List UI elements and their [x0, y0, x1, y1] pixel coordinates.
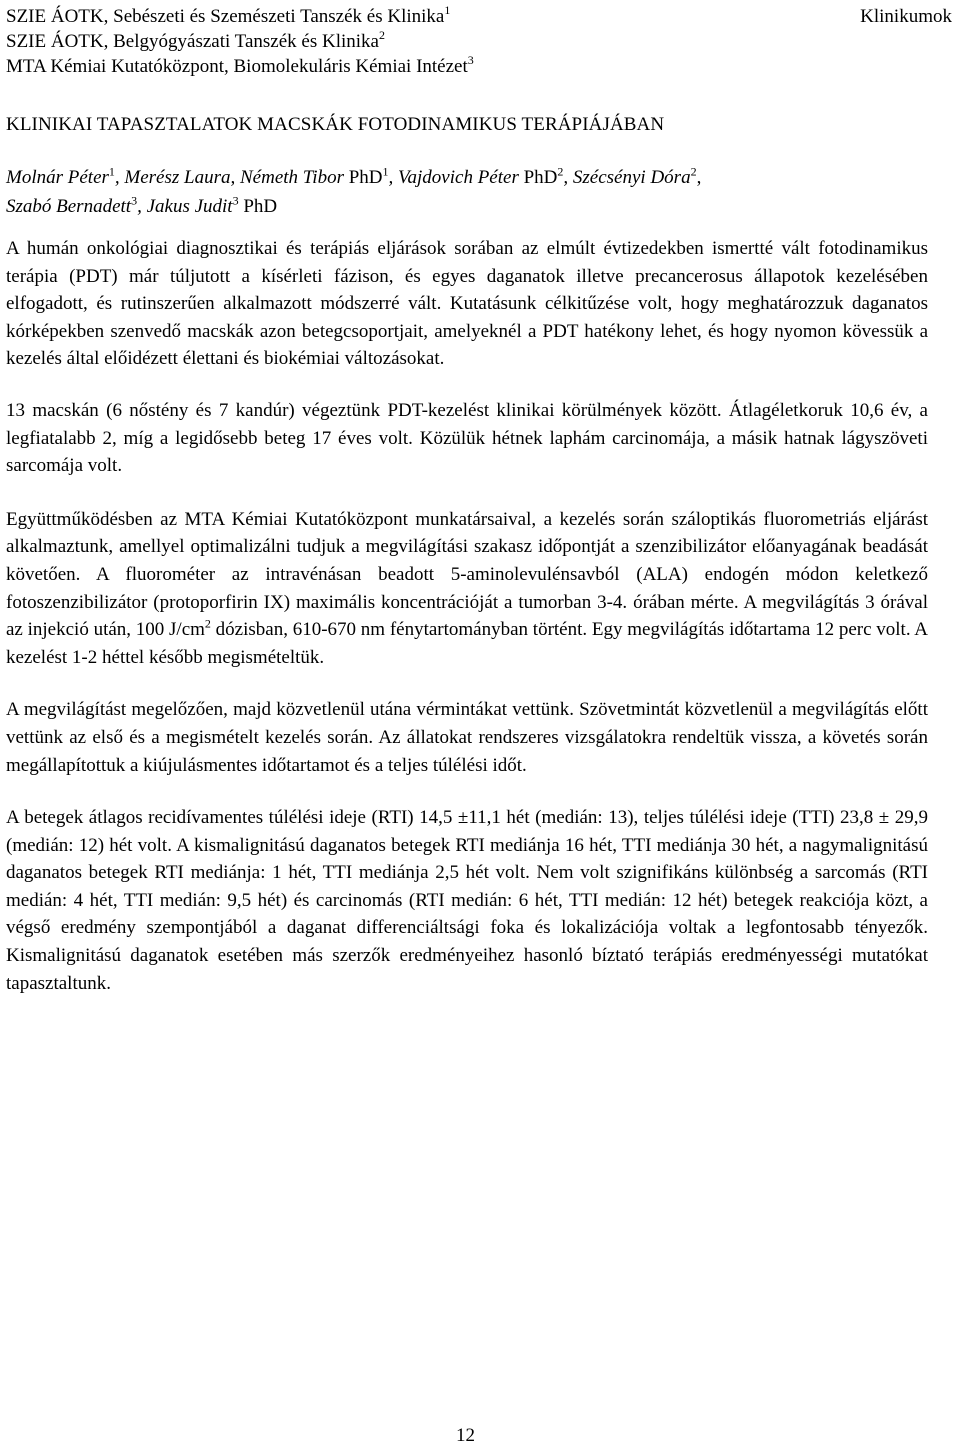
affiliation-line: SZIE ÁOTK, Belgyógyászati Tanszék és Klinika$^2$ [6, 27, 385, 52]
body-paragraph: A megvilágítást megelőzően, majd közvetlenül utána vérmintákat vettünk. Szövetmintát közvetlenül a megvilágítás előtt vettünk az első és a megismételt kezelés során. Az állatokat rendszeres vizsgálatokra rendeltük vissza, a követés során megállapítottuk a kiújulásmentes időtartamot és a teljes túlélési időt. [6, 699, 928, 776]
page-header [6, 0, 952, 79]
author-list: Molnár Péter$^1$, Merész Laura, Németh Tibor PhD$^1$, Vajdovich Péter PhD$^2$, Szécsényi Dóra$^2$, Szabó Bernadett$^3$, Jakus Judit$^3$ PhD [6, 164, 702, 217]
page-number: 12 [456, 1425, 475, 1446]
body-paragraph: 13 macskán (6 nőstény és 7 kandúr) végeztünk PDT-kezelést klinikai körülmények között. Átlagéletkoruk 10,6 év, a legfiatalabb 2, míg a legidősebb beteg 17 éves volt. Közülük hétnek laphám carcinomája, a másik hatnak lágyszöveti sarcomája volt. [6, 399, 928, 477]
article-title: KLINIKAI TAPASZTALATOK MACSKÁK FOTODINAMIKUS TERÁPIÁJÁBAN [6, 114, 665, 135]
section-label: Klinikumok [860, 6, 952, 27]
affiliation-line: MTA Kémiai Kutatóközpont, Biomolekuláris Kémiai Intézet$^3$ [6, 52, 474, 77]
body-paragraph: A humán onkológiai diagnosztikai és terápiás eljárások sorában az elmúlt évtizedekben ismertté vált fotodinamikus terápia (PDT) már túljutott a kísérleti fázison, és egyes daganatok illetve precancerosus állapotok kezelésében elfogadott, és rutinszerűen alkalmazott módszerré vált. Kutatásunk célkitűzése volt, hogy meghatározzuk daganatos kórképekben szenvedő macskák azon betegcsoportjait, amelyeknél a PDT hatékony lehet, és hogy nyomon kövessük a kezelés által előidézett élettani és biokémiai változásokat. [6, 238, 928, 370]
affiliation-line: SZIE ÁOTK, Sebészeti és Szemészeti Tanszék és Klinika$^1$ [6, 2, 451, 27]
document-page [6, 0, 952, 997]
body-paragraph: A betegek átlagos recidívamentes túlélési ideje (RTI) 14,5 ±11,1 hét (medián: 13), teljes túlélési ideje (TTI) 23,8 ± 29,9 (medián: 12) hét volt. A kismalignitású daganatos betegek RTI mediánja 16 hét, TTI mediánja 30 hét, a nagymalignitású daganatos betegek RTI mediánja: 1 hét, TTI mediánja 2,5 hét volt. Nem volt szignifikáns különbség a sarcomás (RTI medián: 4 hét, TTI medián: 9,5 hét) és carcinomás (RTI medián: 6 hét, TTI medián: 12 hét) betegek reakciója közt, a végső eredmény szempontjából a daganat differenciáltsági foka és lokalizációja voltak a legfontosabb tényezők. Kismalignitású daganatok esetében más szerzők eredményeihez hasonló bíztató terápiás eredményességi mutatókat tapasztaltunk. [6, 807, 928, 994]
body-paragraph: Együttműködésben az MTA Kémiai Kutatóközpont munkatársaival, a kezelés során száloptikás fluorometriás eljárást alkalmaztunk, amellyel optimalizálni tudjuk a megvilágítási szakasz időpontját a szenzibilizátor előanyagának beadását követően. A fluorométer az intravénásan beadott 5-aminolevulénsavból (ALA) endogén módon keletkező fotoszenzibilizátor (protoporfirin IX) maximális koncentrációját a tumorban 3-4. órában mérte. A megvilágítás 3 órával az injekció után, 100 $J/cm^2$ dózisban, 610-670 nm fénytartományban történt. Egy megvilágítás időtartama 12 perc volt. A kezelést 1-2 héttel később megismételtük. [6, 508, 928, 668]
